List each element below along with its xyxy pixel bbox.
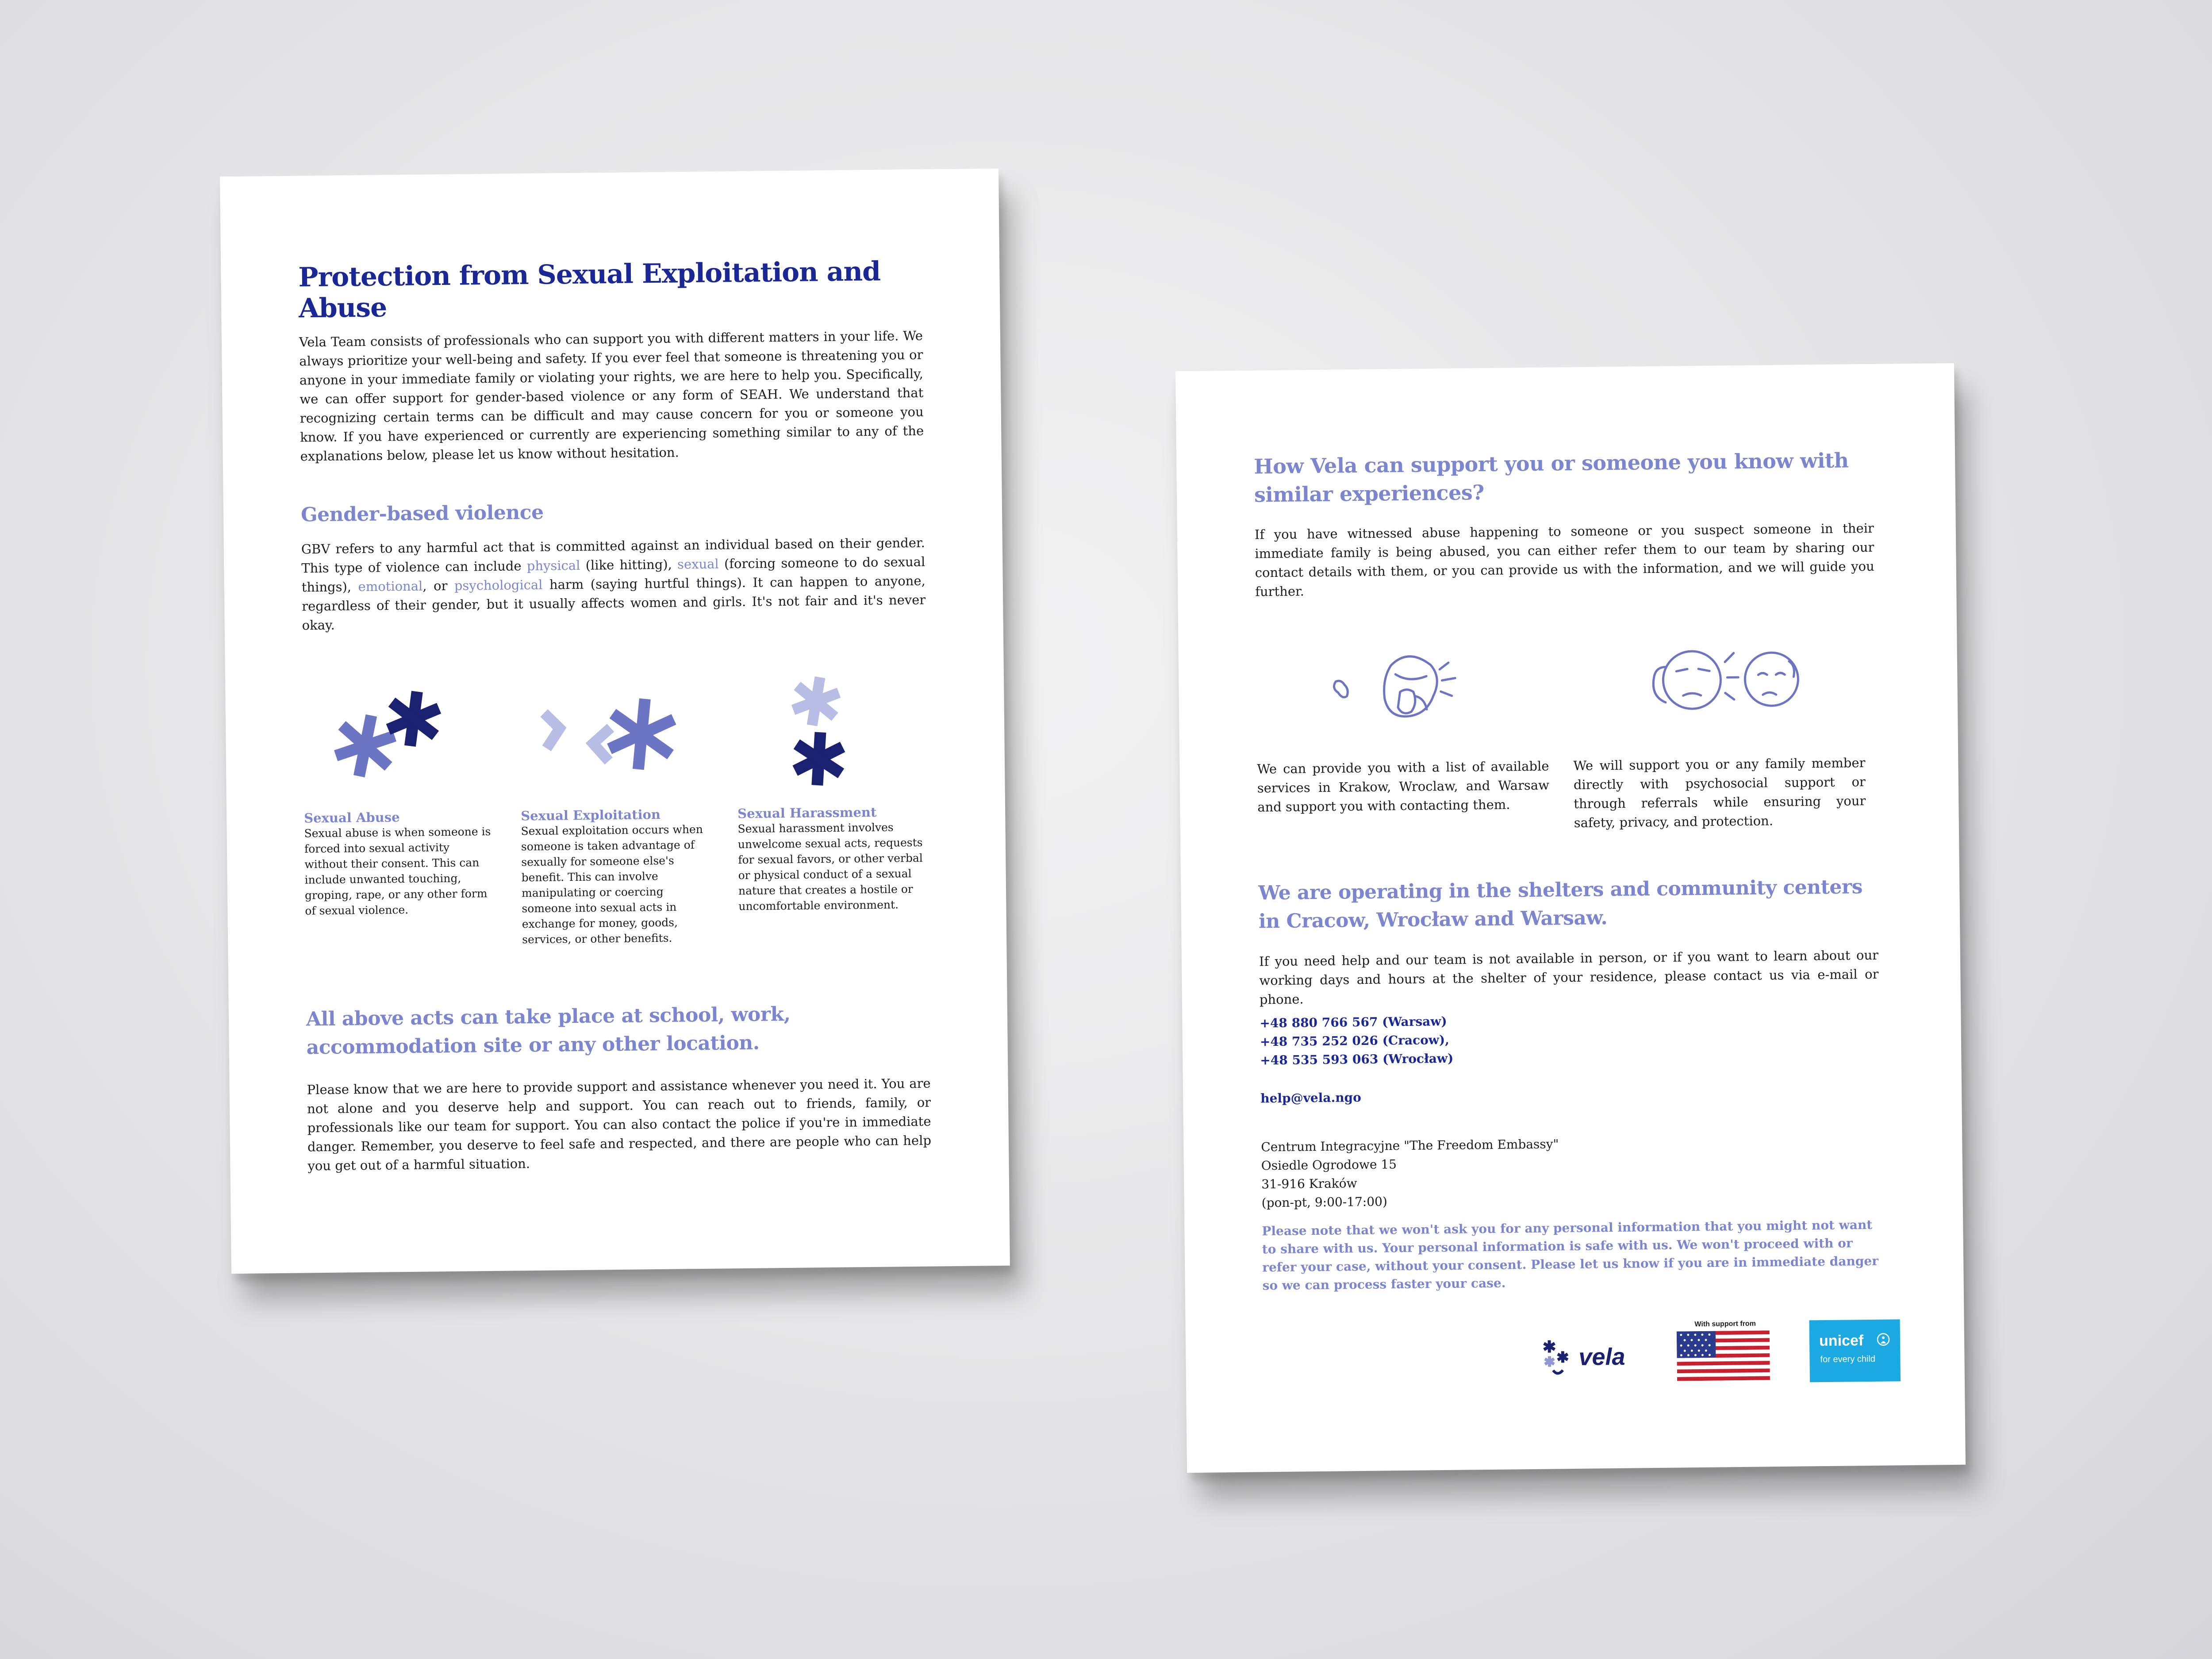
address-line: 31-916 Kraków bbox=[1261, 1176, 1357, 1192]
category-text: Sexual abuse is when someone is forced into sexual activity without their consent. This can include unwanted touching, groping, rape, or any other form of sexual violence. bbox=[304, 825, 491, 918]
us-flag-icon bbox=[1677, 1330, 1770, 1381]
address-line: Osiedle Ogrodowe 15 bbox=[1261, 1157, 1397, 1173]
address-block bbox=[1261, 1133, 1704, 1212]
page-title: Protection from Sexual Exploitation and Abuse bbox=[298, 256, 881, 324]
sexual-harassment-asterisk-icon bbox=[774, 670, 864, 795]
phone-list bbox=[1260, 1010, 1658, 1070]
gbv-heading: Gender-based violence bbox=[300, 501, 544, 526]
gbv-text: harm (saying hurtful things). It can happen to anyone, regardless of their gender, but it usually affects women and girls. It's not fair and it's never okay. bbox=[302, 573, 926, 633]
operating-paragraph: If you need help and our team is not available in person, or if you want to learn about our working days and hours at the shelter of your residence, please contact us via e-mail or phone. bbox=[1259, 947, 1879, 1007]
gbv-text: GBV refers to any harmful act that is committed against an individual based on their gender. This type of violence can include bbox=[301, 535, 925, 576]
category-title: Sexual Harassment bbox=[737, 804, 877, 822]
category-title: Sexual Abuse bbox=[304, 810, 400, 826]
gbv-psychological-term: psychological bbox=[454, 577, 543, 593]
category-sexual-exploitation bbox=[521, 806, 712, 947]
two-people-talking-icon bbox=[1634, 634, 1803, 729]
gbv-emotional-term: emotional bbox=[358, 578, 423, 595]
unicef-logo bbox=[1809, 1319, 1901, 1382]
gbv-text: , or bbox=[422, 578, 455, 594]
unicef-emblem-icon bbox=[1877, 1333, 1890, 1346]
support-heading: How Vela can support you or someone you know with similar experiences? bbox=[1253, 448, 1849, 507]
vela-wordmark: vela bbox=[1578, 1343, 1625, 1371]
sexual-abuse-asterisk-icon bbox=[329, 679, 463, 786]
service-list-column: We can provide you with a list of available services in Krakow, Wroclaw, and Warsaw and support you with contacting them. bbox=[1257, 758, 1550, 815]
privacy-note: Please note that we won't ask you for any personal information that you might not want to share with us. Your personal information is safe with us. We won't proceed with or refer your case, without your consent. Please let us know if you are in immediate danger so we can process faster your case. bbox=[1262, 1217, 1879, 1293]
category-sexual-abuse bbox=[304, 809, 495, 918]
gbv-sexual-term: sexual bbox=[677, 556, 719, 572]
phone-warsaw-link[interactable]: +48 880 766 567 (Warsaw) bbox=[1260, 1014, 1447, 1031]
location-heading: All above acts can take place at school, work, accommodation site or any other location. bbox=[306, 1002, 791, 1059]
support-paragraph: If you have witnessed abuse happening to someone or you suspect someone in their immediate family is being abused, you can either refer them to our team by sharing our contact details with them, or you can provide us with the information, and we will guide you further. bbox=[1254, 520, 1874, 599]
email-link[interactable]: help@vela.ngo bbox=[1260, 1090, 1362, 1106]
gbv-physical-term: physical bbox=[526, 557, 580, 574]
closing-paragraph: Please know that we are here to provide support and assistance whenever you need it. You are not alone and you deserve help and support. You can reach out to friends, family, or professionals like our team for support. You can also contact the police if you're in immediate danger. Remember, you deserve to feel safe and respected, and there are people who can help you get out of a harmful situation. bbox=[307, 1075, 932, 1174]
sexual-exploitation-asterisk-icon bbox=[535, 685, 695, 784]
support-label: With support from bbox=[1694, 1320, 1756, 1329]
phone-cracow-link[interactable]: +48 735 252 026 (Cracow), bbox=[1260, 1032, 1450, 1049]
unicef-wordmark: unicef bbox=[1819, 1332, 1864, 1350]
address-line: (pon-pt, 9:00-17:00) bbox=[1261, 1194, 1388, 1210]
operating-heading-line1: We are operating in the shelters and community centers bbox=[1258, 876, 1863, 905]
gbv-paragraph bbox=[301, 534, 926, 635]
unicef-tagline: for every child bbox=[1820, 1354, 1876, 1365]
category-sexual-harassment bbox=[737, 804, 933, 914]
category-title: Sexual Exploitation bbox=[521, 806, 661, 824]
intro-paragraph: Vela Team consists of professionals who can support you with different matters in your life. We always prioritize your well-being and safety. If you ever feel that someone is threatening you or anyone in your immediate family or violating your rights, we are here to help you. Specifically, we can offer support for gender-based violence or any form of SEAH. We understand that recognizing certain terms can be difficult and may cause concern for you or someone you know. If you have experienced or currently are experiencing something similar to any of the explanations below, please let us know without hesitation. bbox=[299, 328, 924, 464]
gbv-text: (like hitting), bbox=[580, 557, 678, 573]
address-line: Centrum Integracyjne "The Freedom Embassy" bbox=[1261, 1137, 1559, 1155]
vela-logo bbox=[1540, 1333, 1655, 1383]
vela-asterisk-icon bbox=[1540, 1334, 1575, 1379]
distressed-person-icon bbox=[1324, 642, 1467, 732]
gbv-text: (forcing someone to do sexual things), bbox=[301, 554, 926, 595]
category-text: Sexual harassment involves unwelcome sexual acts, requests for sexual favors, or other verbal or physical conduct of a sexual nature that creates a hostile or uncomfortable environment. bbox=[737, 821, 923, 913]
direct-support-column: We will support you or any family member directly with psychosocial support or through referrals while ensuring your safety, privacy, and protection. bbox=[1573, 755, 1866, 830]
us-support-logo bbox=[1677, 1320, 1774, 1381]
page-left bbox=[220, 169, 1010, 1274]
page-right bbox=[1175, 363, 1966, 1473]
phone-wroclaw-link[interactable]: +48 535 593 063 (Wrocław) bbox=[1260, 1051, 1454, 1068]
operating-heading-line2: in Cracow, Wrocław and Warsaw. bbox=[1258, 906, 1608, 933]
category-text: Sexual exploitation occurs when someone is taken advantage of sexually for someone else's benefit. This can involve manipulating or coercing someone into sexual acts in exchange for money, goods, services, or other benefits. bbox=[521, 822, 703, 946]
operating-heading bbox=[1258, 873, 1887, 936]
